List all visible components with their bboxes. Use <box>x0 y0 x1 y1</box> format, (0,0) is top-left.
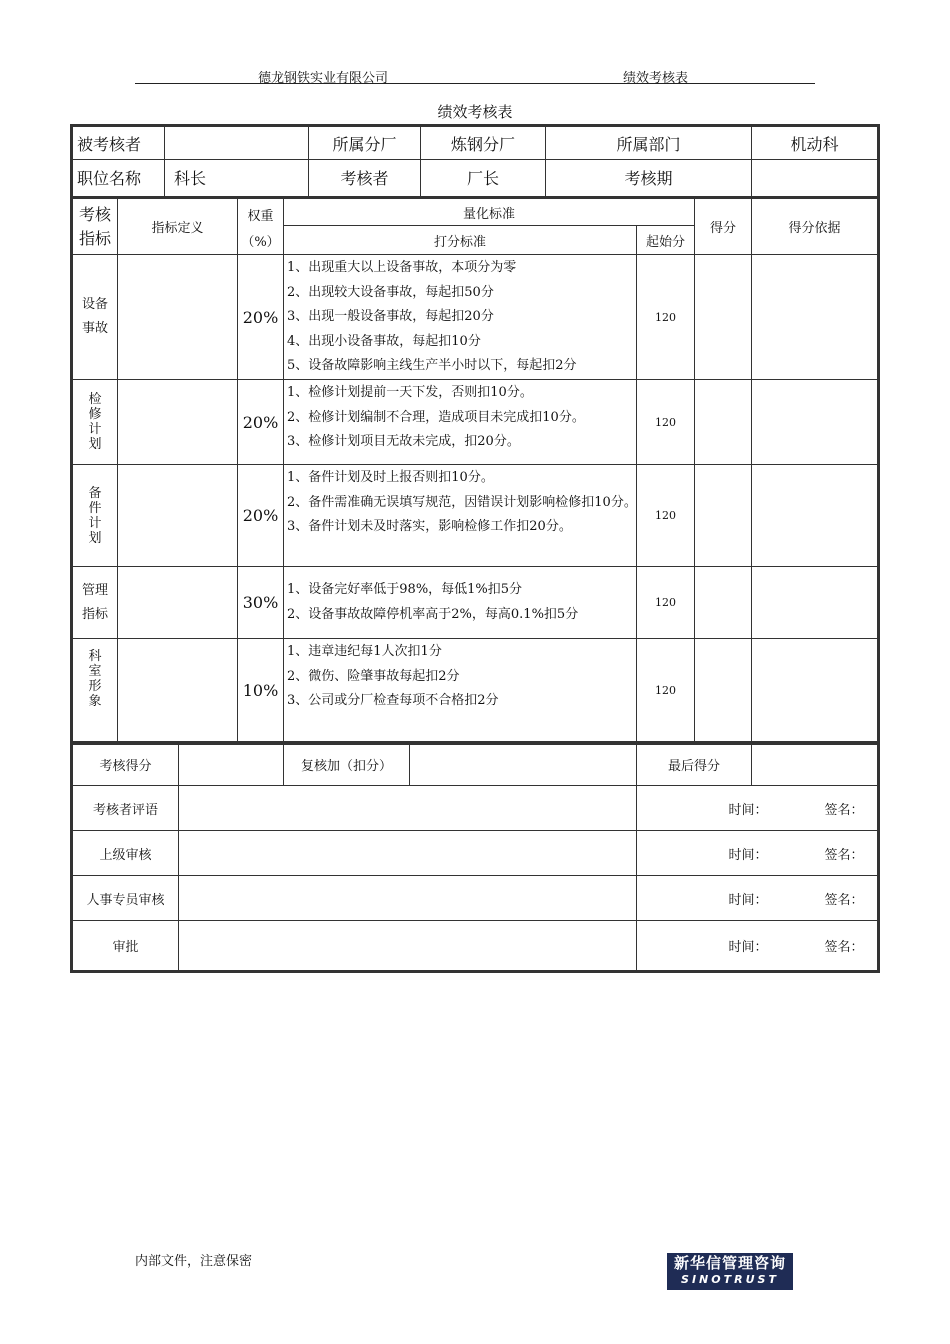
position-label: 职位名称 <box>77 169 142 188</box>
score-label: 考核得分 <box>99 759 152 774</box>
row-criteria: 1、设备完好率低于98%，每低1%扣5分 2、设备事故故障停机率高于2%，每高0.1%扣5分 <box>287 582 579 622</box>
comment-field[interactable] <box>179 831 636 875</box>
row-weight: 20% <box>242 506 279 525</box>
col-score: 得分 <box>709 221 736 236</box>
col-start: 起始分 <box>645 235 685 250</box>
sign-row-label: 考核者评语 <box>92 802 158 818</box>
row-indicator: 设备事故 <box>81 297 108 336</box>
comment-field[interactable] <box>179 786 636 830</box>
row-start-score: 120 <box>655 509 676 522</box>
row-indicator: 管理指标 <box>81 582 108 622</box>
branch-value: 炼钢分厂 <box>450 134 515 154</box>
review-field[interactable] <box>410 744 636 785</box>
position-value: 科长 <box>174 169 207 188</box>
assessee-field[interactable] <box>165 127 308 159</box>
dept-label: 所属部门 <box>616 134 681 154</box>
col-scoring: 打分标准 <box>433 235 486 250</box>
row-weight: 10% <box>242 680 279 700</box>
sign-label: 签名： <box>824 892 864 908</box>
row-weight: 20% <box>242 412 279 432</box>
grid-line <box>283 225 695 226</box>
grid-line <box>72 464 878 465</box>
confidential-note: 内部文件，注意保密 <box>135 1254 253 1269</box>
sign-row-label: 上级审核 <box>99 847 152 863</box>
time-label: 时间： <box>728 892 768 908</box>
grid-line <box>694 198 695 742</box>
logo-english: SINOTRUST <box>681 1273 779 1286</box>
row-criteria: 1、出现重大以上设备事故，本项分为零 2、出现较大设备事故，每起扣50分 3、出现一般设备事故，每起扣20分 4、出现小设备事故，每起扣10分 5、设备故障影响主线生产半小时以下，每起扣2分 <box>287 260 577 373</box>
assessor-value: 厂长 <box>466 169 499 188</box>
row-weight: 30% <box>242 593 279 612</box>
row-start-score: 120 <box>655 683 676 697</box>
grid-line <box>751 198 752 742</box>
col-quant: 量化标准 <box>462 206 515 222</box>
time-label: 时间： <box>728 802 768 818</box>
review-label: 复核加（扣分） <box>300 759 392 774</box>
grid-line <box>72 566 878 567</box>
sign-row-label: 人事专员审核 <box>86 892 165 908</box>
period-label: 考核期 <box>624 169 673 188</box>
row-start-score: 120 <box>655 310 676 324</box>
time-label: 时间： <box>728 847 768 863</box>
sign-row-label: 审批 <box>112 940 139 955</box>
row-weight: 20% <box>242 307 279 327</box>
grid-line <box>72 254 878 255</box>
sign-label: 签名： <box>824 940 864 955</box>
document-name: 绩效考核表 <box>623 71 689 86</box>
assessor-label: 考核者 <box>340 169 389 188</box>
grid-line <box>283 198 284 742</box>
logo-chinese: 新华信管理咨询 <box>673 1254 786 1272</box>
assessee-label: 被考核者 <box>77 134 142 154</box>
sign-label: 签名： <box>824 847 864 863</box>
sinotrust-logo <box>667 1253 793 1290</box>
sign-label: 签名： <box>824 802 864 818</box>
comment-field[interactable] <box>179 876 636 920</box>
comment-field[interactable] <box>179 921 636 970</box>
row-indicator: 检修计划 <box>88 392 102 452</box>
company-name: 德龙钢铁实业有限公司 <box>258 71 389 86</box>
row-criteria: 1、检修计划提前一天下发，否则扣10分。 2、检修计划编制不合理，造成项目未完成扣10分。 3、检修计划项目无故未完成，扣20分。 <box>287 385 585 449</box>
col-indicator: 考核指标 <box>78 204 111 248</box>
row-start-score: 120 <box>655 415 676 429</box>
final-score-field[interactable] <box>752 744 877 785</box>
col-basis: 得分依据 <box>788 221 841 236</box>
row-indicator: 科室形象 <box>88 649 102 709</box>
grid-line <box>117 198 118 742</box>
page-title: 绩效考核表 <box>437 103 513 121</box>
row-criteria: 1、备件计划及时上报否则扣10分。 2、备件需准确无误填写规范，因错误计划影响检修扣10分。 3、备件计划未及时落实，影响检修工作扣20分。 <box>287 470 637 534</box>
grid-line <box>72 638 878 639</box>
final-score-label: 最后得分 <box>667 759 720 774</box>
header-rule <box>135 83 815 84</box>
time-label: 时间： <box>728 940 768 955</box>
row-start-score: 120 <box>655 596 676 609</box>
row-indicator: 备件计划 <box>88 485 102 546</box>
score-field[interactable] <box>179 744 283 785</box>
branch-label: 所属分厂 <box>332 134 397 154</box>
col-weight: 权重 <box>247 208 274 224</box>
grid-line <box>72 379 878 380</box>
row-criteria: 1、违章违纪每1人次扣1分 2、微伤、险肇事故每起扣2分 3、公司或分厂检查每项不合格扣2分 <box>287 644 499 708</box>
col-weight-unit: （%） <box>241 234 280 250</box>
period-field[interactable] <box>752 160 877 195</box>
col-definition: 指标定义 <box>151 221 204 236</box>
dept-value: 机动科 <box>790 134 839 154</box>
